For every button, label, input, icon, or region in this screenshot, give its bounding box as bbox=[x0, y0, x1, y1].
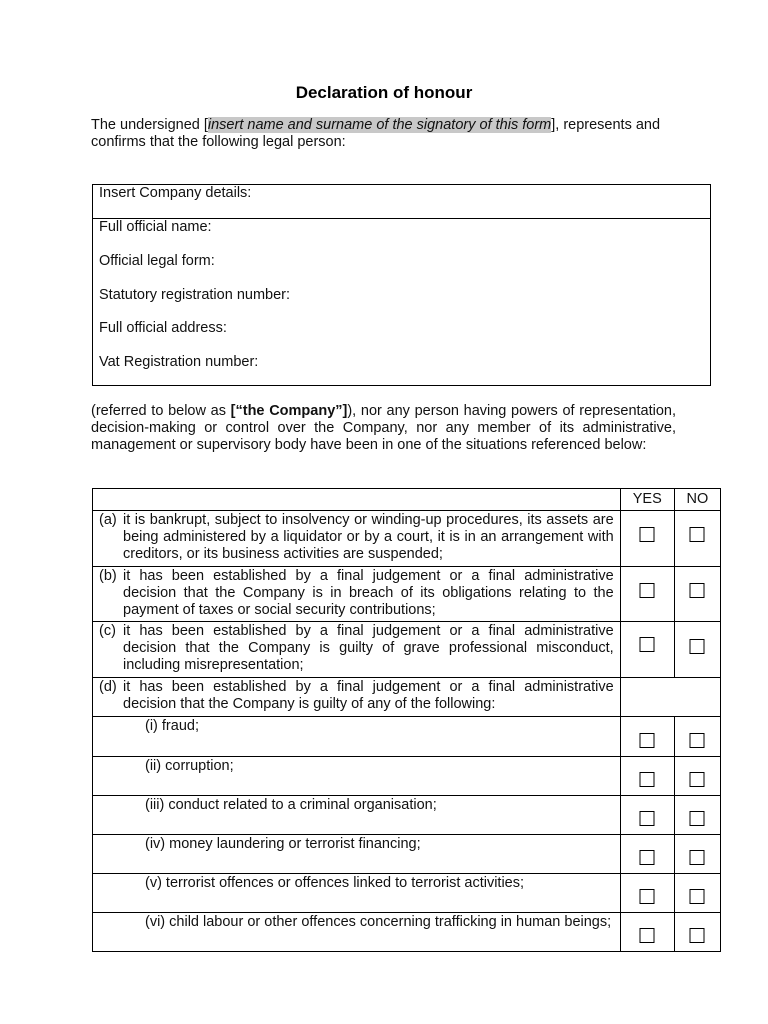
fraud-no-checkbox[interactable] bbox=[690, 733, 705, 748]
situation-a-yes-checkbox[interactable] bbox=[640, 527, 655, 542]
money-laundering-yes-checkbox[interactable] bbox=[640, 850, 655, 865]
signatory-placeholder[interactable]: insert name and surname of the signatory of this form bbox=[207, 117, 552, 133]
no-column-header: NO bbox=[674, 489, 720, 511]
terrorist-offences-yes-checkbox[interactable] bbox=[640, 889, 655, 904]
situation-row-c bbox=[93, 622, 721, 678]
item-text: it has been established by a final judgement or a final administrative decision that the Company is guilty of any of the following: bbox=[123, 679, 614, 712]
situation-a-no-checkbox[interactable] bbox=[690, 527, 705, 542]
sub-cell bbox=[93, 874, 621, 913]
sub-row-fraud bbox=[93, 717, 721, 757]
situation-cell bbox=[93, 511, 621, 567]
money-laundering-no-checkbox[interactable] bbox=[690, 850, 705, 865]
sub-item-text: (vi) child labour or other offences concerning trafficking in human beings; bbox=[145, 914, 612, 930]
sub-item-text: (iv) money laundering or terrorist financing; bbox=[145, 836, 421, 852]
full-official-name-field[interactable]: Full official name: bbox=[99, 219, 212, 235]
situation-b-yes-checkbox[interactable] bbox=[640, 583, 655, 598]
item-text: it has been established by a final judgement or a final administrative decision that the Company is guilty of grave professional misconduct, including misrepresentation; bbox=[123, 623, 614, 673]
situation-c-no-checkbox[interactable] bbox=[690, 639, 705, 654]
vat-registration-number-field[interactable]: Vat Registration number: bbox=[99, 354, 259, 370]
item-text: it has been established by a final judgement or a final administrative decision that the Company is in breach of its obligations relating to the payment of taxes or social security contributions; bbox=[123, 568, 614, 618]
situation-b-no-checkbox[interactable] bbox=[690, 583, 705, 598]
corruption-yes-checkbox[interactable] bbox=[640, 772, 655, 787]
terrorist-offences-no-checkbox[interactable] bbox=[690, 889, 705, 904]
intro-after: ], represents and confirms that the following legal person: bbox=[91, 117, 661, 150]
referred-paragraph bbox=[91, 403, 676, 454]
child-labour-no-checkbox[interactable] bbox=[690, 928, 705, 943]
sub-row-child-labour bbox=[93, 913, 721, 952]
item-label: (d) bbox=[99, 679, 117, 695]
criminal-organisation-yes-checkbox[interactable] bbox=[640, 811, 655, 826]
official-legal-form-field[interactable]: Official legal form: bbox=[99, 253, 215, 269]
situation-row-d bbox=[93, 678, 721, 717]
situation-row-b bbox=[93, 567, 721, 622]
sub-item-text: (ii) corruption; bbox=[145, 758, 234, 774]
company-term: [“the Company”] bbox=[230, 403, 348, 419]
situation-c-yes-checkbox[interactable] bbox=[640, 637, 655, 652]
fraud-yes-checkbox[interactable] bbox=[640, 733, 655, 748]
referred-after: ), nor any person having powers of representation, decision-making or control over the Company, nor any member of its administrative, management or supervisory body have been in one of the situations referenced below: bbox=[91, 403, 677, 453]
child-labour-yes-checkbox[interactable] bbox=[640, 928, 655, 943]
criminal-organisation-no-checkbox[interactable] bbox=[690, 811, 705, 826]
situation-d-blank-cell bbox=[620, 678, 720, 717]
situation-cell bbox=[93, 678, 621, 717]
sub-row-money-laundering bbox=[93, 835, 721, 874]
sub-row-corruption bbox=[93, 757, 721, 796]
intro-paragraph bbox=[91, 117, 685, 151]
situations-table bbox=[92, 488, 721, 952]
sub-cell bbox=[93, 757, 621, 796]
page-title: Declaration of honour bbox=[295, 83, 473, 102]
table-header-row bbox=[93, 489, 721, 511]
company-details-box bbox=[92, 184, 711, 386]
situation-row-a bbox=[93, 511, 721, 567]
item-label: (c) bbox=[99, 623, 116, 639]
sub-cell bbox=[93, 913, 621, 952]
referred-before: (referred to below as bbox=[91, 403, 231, 419]
sub-item-text: (i) fraud; bbox=[145, 718, 199, 734]
sub-cell bbox=[93, 835, 621, 874]
full-official-address-field[interactable]: Full official address: bbox=[99, 320, 227, 336]
statutory-registration-number-field[interactable]: Statutory registration number: bbox=[99, 287, 291, 303]
item-label: (b) bbox=[99, 568, 117, 584]
item-text: it is bankrupt, subject to insolvency or winding-up procedures, its assets are being administered by a liquidator or by a court, it is in an arrangement with creditors, or its business activities are suspended; bbox=[123, 512, 614, 562]
situation-cell bbox=[93, 622, 621, 678]
situation-cell bbox=[93, 567, 621, 622]
sub-cell bbox=[93, 717, 621, 757]
item-label: (a) bbox=[99, 512, 117, 528]
corruption-no-checkbox[interactable] bbox=[690, 772, 705, 787]
header-blank-cell bbox=[93, 489, 621, 511]
company-details-header: Insert Company details: bbox=[93, 185, 710, 219]
sub-cell bbox=[93, 796, 621, 835]
sub-item-text: (v) terrorist offences or offences linked to terrorist activities; bbox=[145, 875, 525, 891]
yes-column-header: YES bbox=[620, 489, 674, 511]
intro-before: The undersigned [ bbox=[91, 117, 208, 133]
sub-item-text: (iii) conduct related to a criminal organisation; bbox=[145, 797, 437, 813]
sub-row-criminal-organisation bbox=[93, 796, 721, 835]
sub-row-terrorist-offences bbox=[93, 874, 721, 913]
